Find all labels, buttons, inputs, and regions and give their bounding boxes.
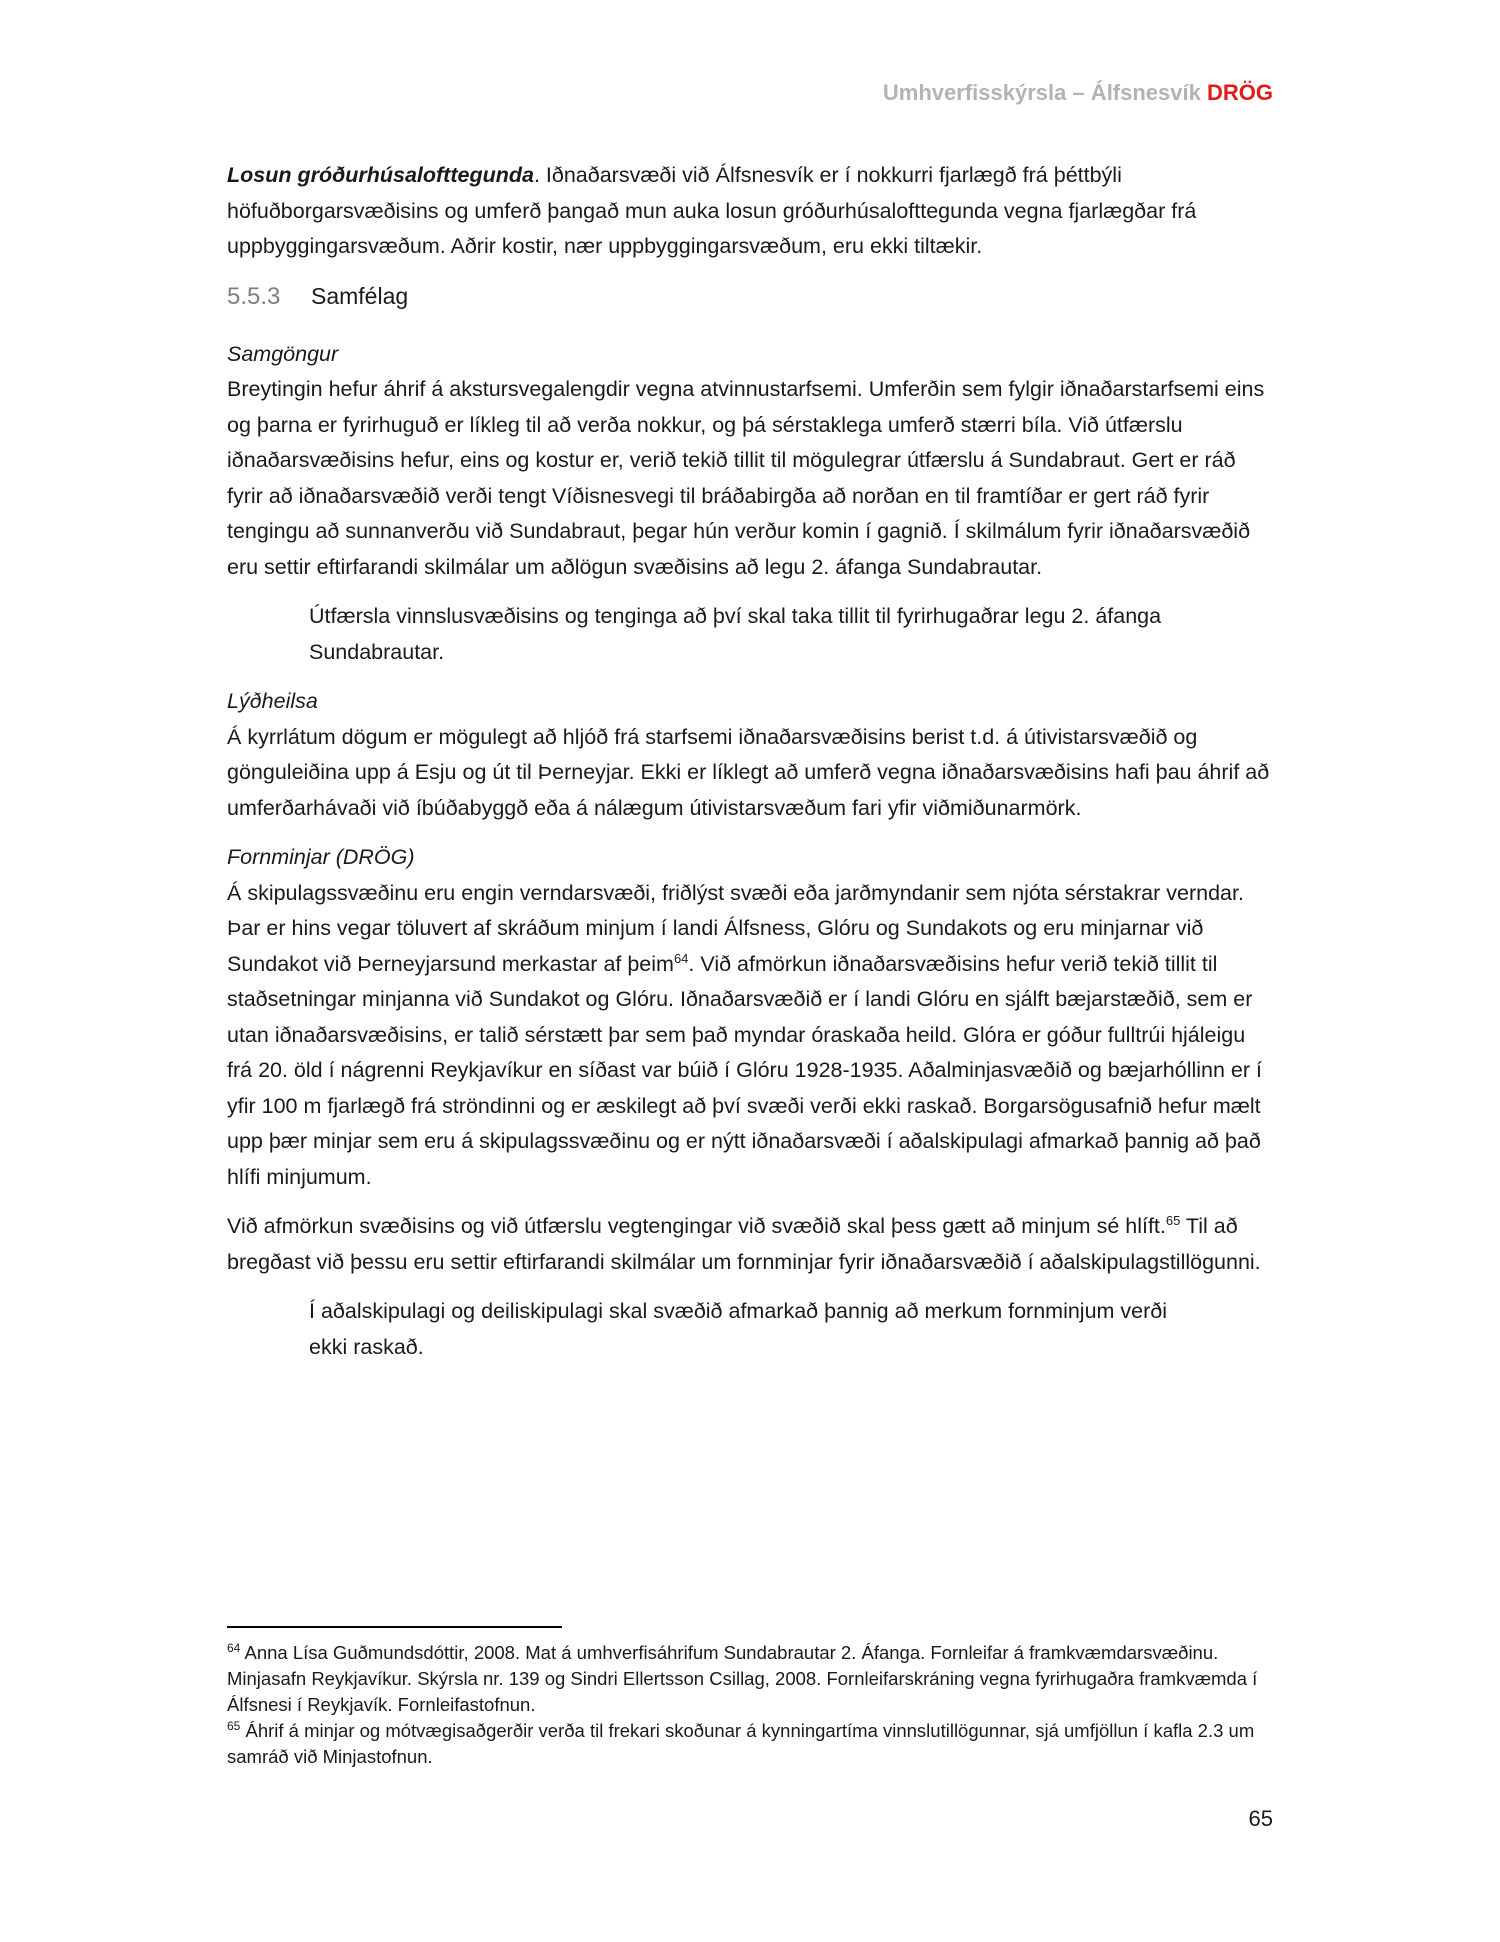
footnote-text: Áhrif á minjar og mótvægisaðgerðir verða til frekari skoðunar á kynningartíma vinnslutillögunnar, sjá umfjöllun í kafla 2.3 um samráð við Minjastofnun. bbox=[227, 1720, 1255, 1767]
footnote-ref-65[interactable]: 65 bbox=[1165, 1212, 1181, 1228]
footnote-number: 65 bbox=[227, 1718, 241, 1733]
intro-text: . Iðnaðarsvæði við Álfsnesvík er í nokkurri fjarlægð frá þéttbýli höfuðborgarsvæðisins og umferð þangað mun auka losun gróðurhúsalofttegunda vegna fjarlægðar frá uppbyggingarsvæðum. Aðrir kostir, nær uppbyggingarsvæðum, eru ekki tiltækir. bbox=[227, 163, 1197, 258]
fornminjar-paragraph-2 bbox=[227, 1209, 1273, 1280]
fornminjar-text-d: Til að bregðast við þessu eru settir eftirfarandi skilmálar um fornminjar fyrir iðnaðarsvæðið í aðalskipulagstillögunni. bbox=[227, 1214, 1261, 1274]
subheading-lydheilsa: Lýðheilsa bbox=[227, 689, 318, 713]
body-text bbox=[227, 158, 1273, 1379]
draft-label: DRÖG bbox=[1207, 80, 1273, 105]
subheading-samgongur: Samgöngur bbox=[227, 341, 339, 366]
header-title: Umhverfisskýrsla – Álfsnesvík bbox=[882, 80, 1201, 105]
page-number: 65 bbox=[1248, 1806, 1273, 1831]
footnote-text: Anna Lísa Guðmundsdóttir, 2008. Mat á umhverfisáhrifum Sundabrautar 2. Áfanga. Fornleifar á framkvæmdarsvæðinu. Minjasafn Reykjavíkur. Skýrsla nr. 139 og Sindri Ellertsson Csillag, 2008. Fornleifarskráning vegna fyrirhugaðra framkvæmda í Álfsnesi í Reykjavík. Fornleifastofnun. bbox=[227, 1642, 1258, 1715]
section-heading bbox=[227, 279, 1273, 315]
lydheilsa-paragraph: Á kyrrlátum dögum er mögulegt að hljóð frá starfsemi iðnaðarsvæðisins berist t.d. á útivistarsvæðið og gönguleiðina upp á Esju og út til Þerneyjar. Ekki er líklegt að umferð vegna iðnaðarsvæðisins hafi þau áhrif að umferðarhávaði við íbúðabyggð eða á nálægum útivistarsvæðum fari yfir viðmiðunarmörk. bbox=[227, 724, 1270, 820]
footnote-separator bbox=[227, 1626, 562, 1628]
section-title: Samfélag bbox=[311, 282, 409, 309]
fornminjar-text-a: Á skipulagssvæðinu eru engin verndarsvæði, friðlýst svæði eða jarðmyndanir sem njóta sérstakrar verndar. Þar er hins vegar töluvert af skráðum minjum í landi Álfsness, Glóru og Sundakots og eru minjarnar við Sundakot við Þerneyjarsund merkastar af þeim bbox=[227, 880, 1244, 976]
section-number: 5.5.3 bbox=[227, 282, 281, 310]
fornminjar-text-c: Við afmörkun svæðisins og við útfærslu vegtengingar við svæðið skal þess gætt að minjum sé hlíft. bbox=[227, 1214, 1166, 1238]
footnote-65 bbox=[227, 1718, 1273, 1770]
fornminjar-requirement: Í aðalskipulagi og deiliskipulagi skal svæðið afmarkað þannig að merkum fornminjum verði ekki raskað. bbox=[309, 1299, 1168, 1359]
footnote-number: 64 bbox=[227, 1640, 241, 1655]
running-header bbox=[883, 80, 1273, 106]
fornminjar-text-b: . Við afmörkun iðnaðarsvæðisins hefur verið tekið tillit til staðsetningar minjanna við Sundakot og Glóru. Iðnaðarsvæðið er í landi Glóru en sjálft bæjarstæðið, sem er utan iðnaðarsvæðisins, er talið sérstætt þar sem það myndar óraskaða heild. Glóra er góður fulltrúi hjáleigu frá 20. öld í nágrenni Reykjavíkur en síðast var búið í Glóru 1928-1935. Aðalminjasvæðið og bæjarhóllinn er í yfir 100 m fjarlægð frá ströndinni og er æskilegt að því svæði verði ekki raskað. Borgarsögusafnið hefur mælt upp þær minjar sem eru á skipulagssvæðinu og er nýtt iðnaðarsvæði í aðalskipulagi afmarkað þannig að það hlífi minjumum. bbox=[227, 951, 1262, 1189]
subheading-fornminjar: Fornminjar (DRÖG) bbox=[227, 845, 415, 869]
samgongur-paragraph: Breytingin hefur áhrif á akstursvegalengdir vegna atvinnustarfsemi. Umferðin sem fylgir iðnaðarstarfsemi eins og þarna er fyrirhuguð er líkleg til að verða nokkur, og þá sérstaklega umferð stærri bíla. Við útfærslu iðnaðarsvæðisins hefur, eins og kostur er, verið tekið tillit til mögulegrar útfærslu á Sundabraut. Gert er ráð fyrir að iðnaðarsvæðið verði tengt Víðisnesvegi til bráðabirgða að norðan en til framtíðar er gert ráð fyrir tengingu að sunnanverðu við Sundabraut, þegar hún verður komin í gagnið. Í skilmálum fyrir iðnaðarsvæðið eru settir eftirfarandi skilmálar um aðlögun svæðisins að legu 2. áfanga Sundabrautar. bbox=[227, 377, 1265, 579]
footnote-ref-64[interactable]: 64 bbox=[673, 950, 689, 966]
footnote-64 bbox=[227, 1640, 1273, 1718]
samgongur-requirement: Útfærsla vinnslusvæðisins og tenginga að því skal taka tillit til fyrirhugaðrar legu 2. áfanga Sundabrautar. bbox=[309, 604, 1162, 664]
fornminjar-paragraph-1 bbox=[227, 876, 1273, 1196]
intro-paragraph bbox=[227, 158, 1273, 265]
footnotes bbox=[227, 1640, 1273, 1770]
intro-lead: Losun gróðurhúsalofttegunda bbox=[227, 163, 534, 187]
